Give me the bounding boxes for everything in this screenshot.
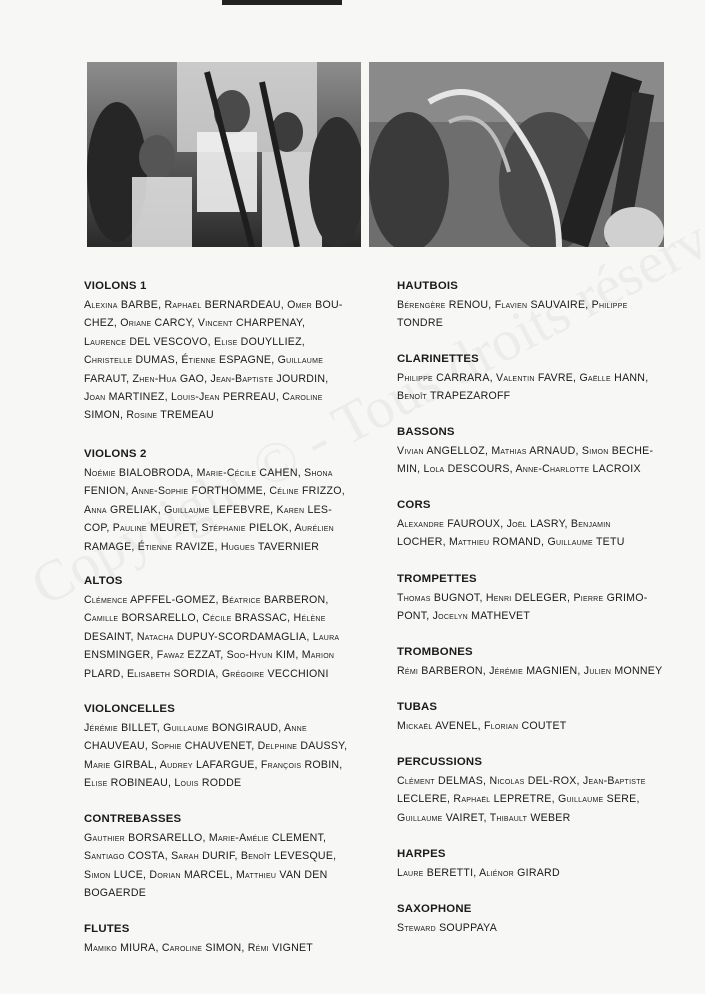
name-line: Camille BORSARELLO, Cécile BRASSAC, Hélène (84, 612, 326, 625)
name-line: Steward SOUPPAYA (397, 922, 498, 934)
section-violons-1 (84, 279, 374, 447)
section-heading: CONTREBASSES (84, 813, 182, 825)
name-line: LECLERE, Raphaël LEPRETRE, Guillaume SERE, (397, 793, 640, 806)
section-violoncelles (84, 702, 374, 812)
name-line: Clément DELMAS, Nicolas DEL-ROX, Jean-Baptiste (397, 775, 646, 787)
name-line: Vivian ANGELLOZ, Mathias ARNAUD, Simon BECHE- (397, 445, 654, 457)
name-line: Simon LUCE, Dorian MARCEL, Matthieu VAN DEN (84, 868, 328, 881)
name-line: Joan MARTINEZ, Louis-Jean PERREAU, Caroline (84, 391, 323, 404)
name-line: CHEZ, Oriane CARCY, Vincent CHARPENAY, (84, 317, 306, 330)
section-heading: VIOLONS 1 (84, 280, 147, 292)
musician-list (397, 772, 687, 827)
name-line: Rémi BARBERON, Jérémie MAGNIEN, Julien MONNEY (397, 665, 663, 677)
name-line: MIN, Lola DESCOURS, Anne-Charlotte LACROIX (397, 463, 641, 476)
name-line: Elise ROBINEAU, Louis RODDE (84, 777, 242, 790)
name-line: Laure BERETTI, Aliénor GIRARD (397, 867, 560, 879)
musician-list (397, 589, 687, 626)
musician-list (84, 829, 374, 903)
section-hautbois (397, 279, 687, 352)
name-line: Clémence APFFEL-GOMEZ, Béatrice BARBERON, (84, 594, 329, 606)
musician-list (397, 369, 687, 406)
musician-list (84, 464, 374, 556)
name-line: TONDRE (397, 317, 444, 330)
name-line: CHAUVEAU, Sophie CHAUVENET, Delphine DAUSSY, (84, 740, 348, 753)
name-line: Alexina BARBE, Raphaël BERNARDEAU, Omer BOU- (84, 299, 343, 311)
musician-list (84, 939, 374, 957)
section-heading: TROMPETTES (397, 573, 477, 585)
name-line: Guillaume VAIRET, Thibault WEBER (397, 811, 571, 824)
name-line: Santiago COSTA, Sarah DURIF, Benoît LEVESQUE, (84, 850, 337, 863)
section-heading: ALTOS (84, 575, 123, 587)
name-line: Mickaël AVENEL, Florian COUTET (397, 720, 567, 732)
name-line: Marie GIRBAL, Audrey LAFARGUE, François ROBIN, (84, 758, 343, 771)
section-heading: HARPES (397, 848, 446, 860)
section-harpes (397, 847, 687, 902)
name-line: Noémie BIALOBRODA, Marie-Cécile CAHEN, Shona (84, 467, 333, 479)
photo-double-basses (87, 62, 361, 247)
section-heading: BASSONS (397, 426, 455, 438)
section-heading: CORS (397, 499, 431, 511)
name-line: Benoît TRAPEZAROFF (397, 390, 511, 403)
section-contrebasses (84, 812, 374, 922)
name-line: Thomas BUGNOT, Henri DELEGER, Pierre GRIMO- (397, 592, 648, 604)
section-heading: FLUTES (84, 923, 130, 935)
name-line: SIMON, Rosine TREMEAU (84, 409, 214, 422)
musician-list (397, 717, 687, 735)
musician-list (397, 515, 687, 552)
section-heading: HAUTBOIS (397, 280, 459, 292)
musician-list (397, 864, 687, 882)
name-line: BOGAERDE (84, 887, 147, 900)
section-trombones (397, 645, 687, 700)
name-line: LOCHER, Matthieu ROMAND, Guillaume TETU (397, 536, 625, 549)
section-heading: CLARINETTES (397, 353, 479, 365)
name-line: Jérémie BILLET, Guillaume BONGIRAUD, Anne (84, 722, 307, 734)
section-heading: TROMBONES (397, 646, 473, 658)
name-line: PONT, Jocelyn MATHEVET (397, 610, 531, 623)
name-line: Alexandre FAUROUX, Joël LASRY, Benjamin (397, 518, 611, 530)
right-column (397, 279, 687, 937)
section-altos (84, 574, 374, 702)
name-line: Laurence DEL VESCOVO, Elise DOUYLLIEZ, (84, 335, 306, 348)
name-line: Gauthier BORSARELLO, Marie-Amélie CLEMENT, (84, 832, 327, 844)
section-heading: VIOLONCELLES (84, 703, 175, 715)
name-line: Bérengère RENOU, Flavien SAUVAIRE, Philippe (397, 299, 628, 311)
section-percussions (397, 755, 687, 847)
name-line: FENION, Anne-Sophie FORTHOMME, Céline FRIZZO, (84, 485, 345, 498)
section-bassons (397, 425, 687, 498)
name-line: Anna GRELIAK, Guillaume LEFEBVRE, Karen LES- (84, 503, 333, 516)
name-line: Mamiko MIURA, Caroline SIMON, Rémi VIGNET (84, 942, 314, 954)
section-saxophone (397, 902, 687, 937)
musician-list (397, 919, 687, 937)
musician-list (397, 296, 687, 333)
section-heading: PERCUSSIONS (397, 756, 483, 768)
section-heading: VIOLONS 2 (84, 448, 147, 460)
name-line: ENSMINGER, Fawaz EZZAT, Soo-Hyun KIM, Marion (84, 649, 335, 662)
name-line: RAMAGE, Étienne RAVIZE, Hugues TAVERNIER (84, 540, 320, 553)
section-violons-2 (84, 447, 374, 574)
name-line: COP, Pauline MEURET, Stéphanie PIELOK, Aurélien (84, 522, 334, 535)
section-clarinettes (397, 352, 687, 425)
section-tubas (397, 700, 687, 755)
top-edge-mark (222, 0, 342, 5)
musician-list (397, 662, 687, 680)
section-flutes (84, 922, 374, 957)
photo-bassoons (369, 62, 664, 247)
musician-list (84, 296, 374, 425)
musician-list (84, 591, 374, 683)
musician-list (397, 442, 687, 479)
musician-list (84, 719, 374, 793)
section-heading: TUBAS (397, 701, 438, 713)
name-line: PLARD, Elisabeth SORDIA, Grégoire VECCHIONI (84, 667, 329, 680)
name-line: Christelle DUMAS, Étienne ESPAGNE, Guillaume (84, 354, 324, 367)
section-trompettes (397, 572, 687, 645)
name-line: DESAINT, Natacha DUPUY-SCORDAMAGLIA, Laura (84, 630, 340, 643)
name-line: Philippe CARRARA, Valentin FAVRE, Gaëlle HANN, (397, 372, 649, 384)
section-heading: SAXOPHONE (397, 903, 472, 915)
section-cors (397, 498, 687, 572)
name-line: FARAUT, Zhen-Hua GAO, Jean-Baptiste JOURDIN, (84, 372, 329, 385)
left-column (84, 279, 374, 957)
